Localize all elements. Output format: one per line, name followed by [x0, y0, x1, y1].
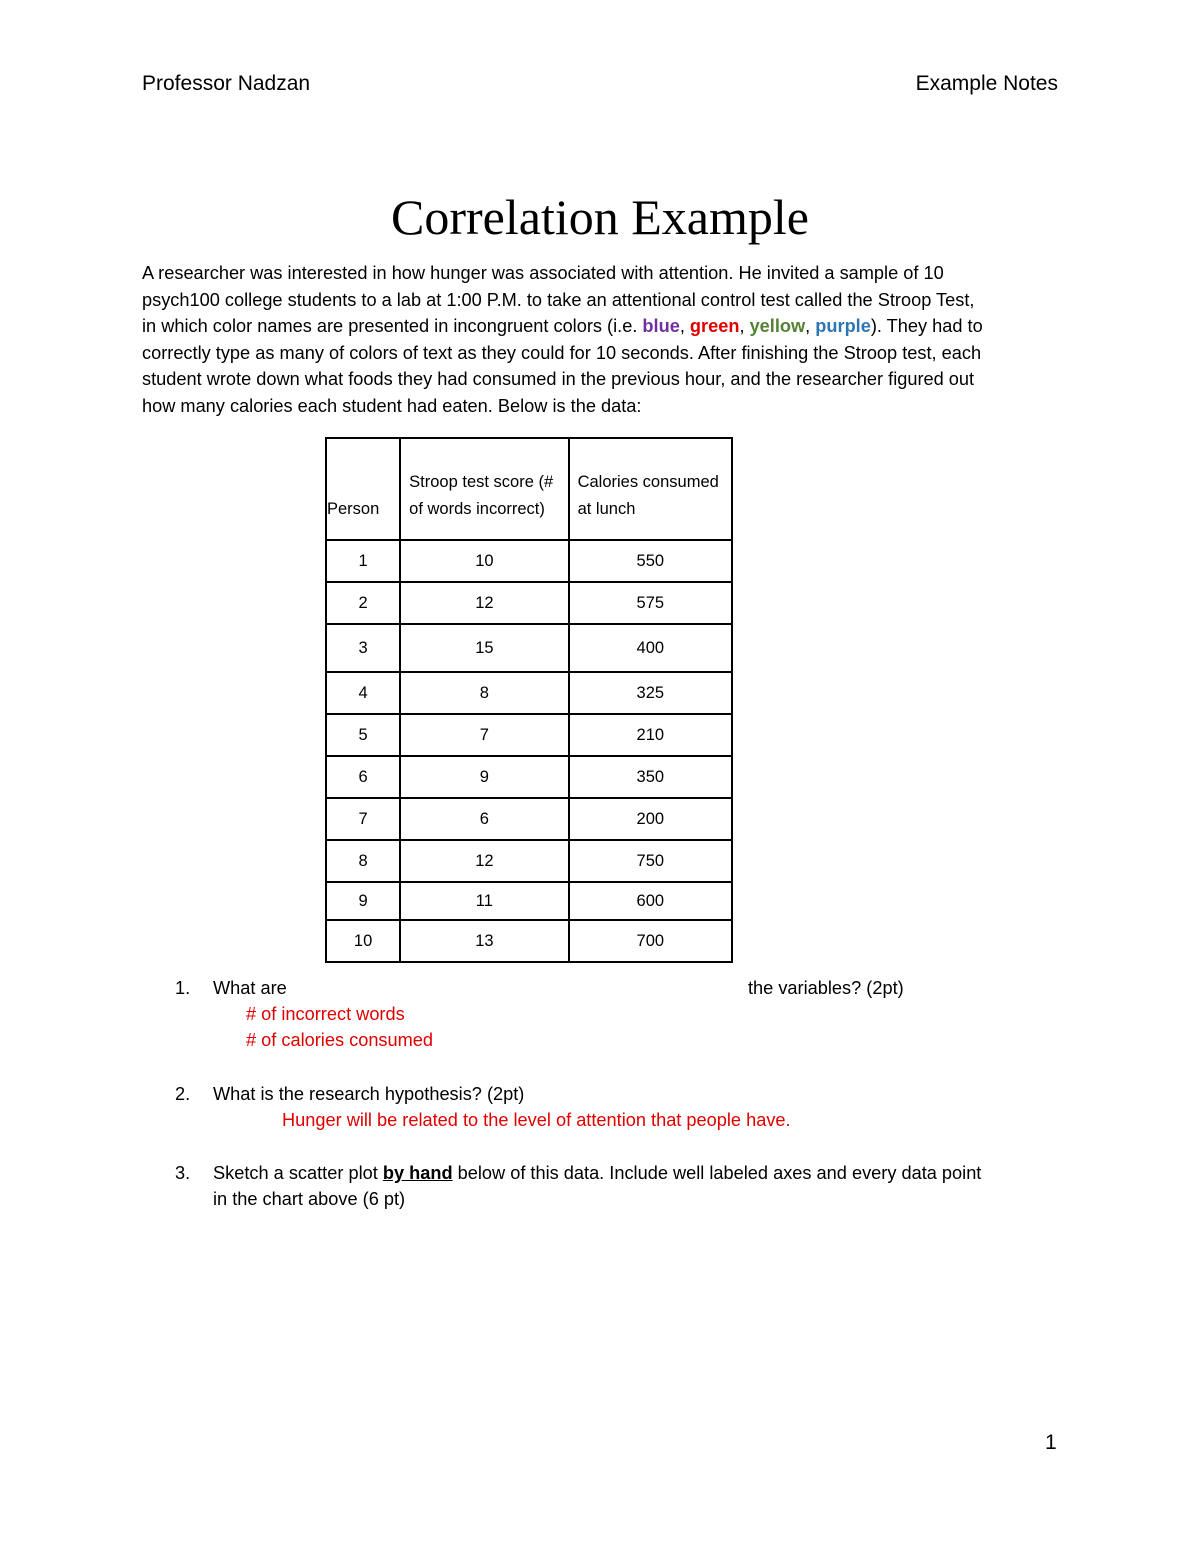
table-row	[326, 672, 732, 714]
cell-stroop: 12	[400, 840, 568, 882]
question-text	[213, 1160, 981, 1186]
table-row	[326, 882, 732, 920]
cell-stroop: 15	[400, 624, 568, 672]
table-row	[326, 540, 732, 582]
cell-calories: 400	[569, 624, 732, 672]
cell-calories: 350	[569, 756, 732, 798]
cell-person: 2	[326, 582, 400, 624]
cell-person: 4	[326, 672, 400, 714]
cell-stroop: 7	[400, 714, 568, 756]
cell-stroop: 11	[400, 882, 568, 920]
cell-stroop: 8	[400, 672, 568, 714]
intro-paragraph	[142, 260, 1062, 420]
intro-line: student wrote down what foods they had consumed in the previous hour, and the researcher figured out	[142, 369, 975, 390]
intro-line: how many calories each student had eaten. Below is the data:	[142, 395, 642, 416]
header-stroop-score: Stroop test score (# of words incorrect)	[400, 438, 568, 540]
table-row	[326, 756, 732, 798]
cell-person: 9	[326, 882, 400, 920]
table-row	[326, 582, 732, 624]
header-person: Person	[326, 438, 400, 540]
question-text-part: Sketch a scatter plot	[213, 1163, 383, 1183]
cell-stroop: 6	[400, 798, 568, 840]
separator: ,	[805, 316, 816, 337]
intro-line-text: ). They had to	[870, 316, 983, 337]
cell-stroop: 9	[400, 756, 568, 798]
answer-variable-2: # of calories consumed	[246, 1030, 434, 1050]
cell-calories: 700	[569, 920, 732, 962]
question-2	[175, 1081, 1075, 1107]
color-word-yellow: yellow	[749, 316, 806, 337]
cell-stroop: 12	[400, 582, 568, 624]
header-calories: Calories consumed at lunch	[569, 438, 732, 540]
question-text-part: below of this data. Include well labeled axes and every data point	[452, 1163, 982, 1183]
cell-person: 10	[326, 920, 400, 962]
data-table	[325, 437, 733, 963]
cell-calories: 750	[569, 840, 732, 882]
cell-person: 1	[326, 540, 400, 582]
answer-hypothesis: Hunger will be related to the level of attention that people have.	[282, 1110, 791, 1130]
cell-calories: 600	[569, 882, 732, 920]
intro-line: psych100 college students to a lab at 1:00 P.M. to take an attentional control test called the Stroop Test,	[142, 289, 975, 310]
table-row	[326, 920, 732, 962]
table-header-row	[326, 438, 732, 540]
intro-line	[142, 313, 1062, 340]
question-text-line2: in the chart above (6 pt)	[213, 1189, 406, 1209]
question-text: What is the research hypothesis? (2pt)	[213, 1084, 525, 1104]
header-doc-type: Example Notes	[915, 72, 1058, 95]
question-1	[175, 975, 1075, 1001]
cell-stroop: 10	[400, 540, 568, 582]
color-word-purple: purple	[815, 316, 871, 337]
cell-calories: 325	[569, 672, 732, 714]
table-row	[326, 624, 732, 672]
table-row	[326, 798, 732, 840]
cell-stroop: 13	[400, 920, 568, 962]
question-1-text-continued: the variables? (2pt)	[748, 978, 904, 998]
cell-calories: 575	[569, 582, 732, 624]
page-title: Correlation Example	[391, 189, 809, 245]
question-number: 3.	[175, 1163, 191, 1183]
cell-calories: 550	[569, 540, 732, 582]
cell-person: 6	[326, 756, 400, 798]
page-number: 1	[1045, 1431, 1057, 1454]
header-author: Professor Nadzan	[142, 72, 311, 95]
color-word-green: green	[689, 316, 740, 337]
cell-calories: 210	[569, 714, 732, 756]
intro-line: A researcher was interested in how hunger was associated with attention. He invited a sample of 10	[142, 263, 944, 283]
question-text: What are	[213, 978, 287, 998]
intro-line: correctly type as many of colors of text as they could for 10 seconds. After finishing the Stroop test, each	[142, 342, 982, 363]
cell-person: 5	[326, 714, 400, 756]
separator: ,	[679, 316, 690, 337]
table-row	[326, 714, 732, 756]
cell-calories: 200	[569, 798, 732, 840]
question-3	[175, 1160, 1075, 1212]
emphasis-by-hand: by hand	[382, 1163, 453, 1183]
cell-person: 7	[326, 798, 400, 840]
question-number: 1.	[175, 978, 191, 998]
cell-person: 8	[326, 840, 400, 882]
question-number: 2.	[175, 1084, 191, 1104]
answer-variable-1: # of incorrect words	[246, 1004, 405, 1024]
cell-person: 3	[326, 624, 400, 672]
intro-line-text: in which color names are presented in incongruent colors (i.e.	[142, 316, 643, 337]
color-word-blue: blue	[642, 316, 680, 337]
separator: ,	[739, 316, 750, 337]
table-row	[326, 840, 732, 882]
